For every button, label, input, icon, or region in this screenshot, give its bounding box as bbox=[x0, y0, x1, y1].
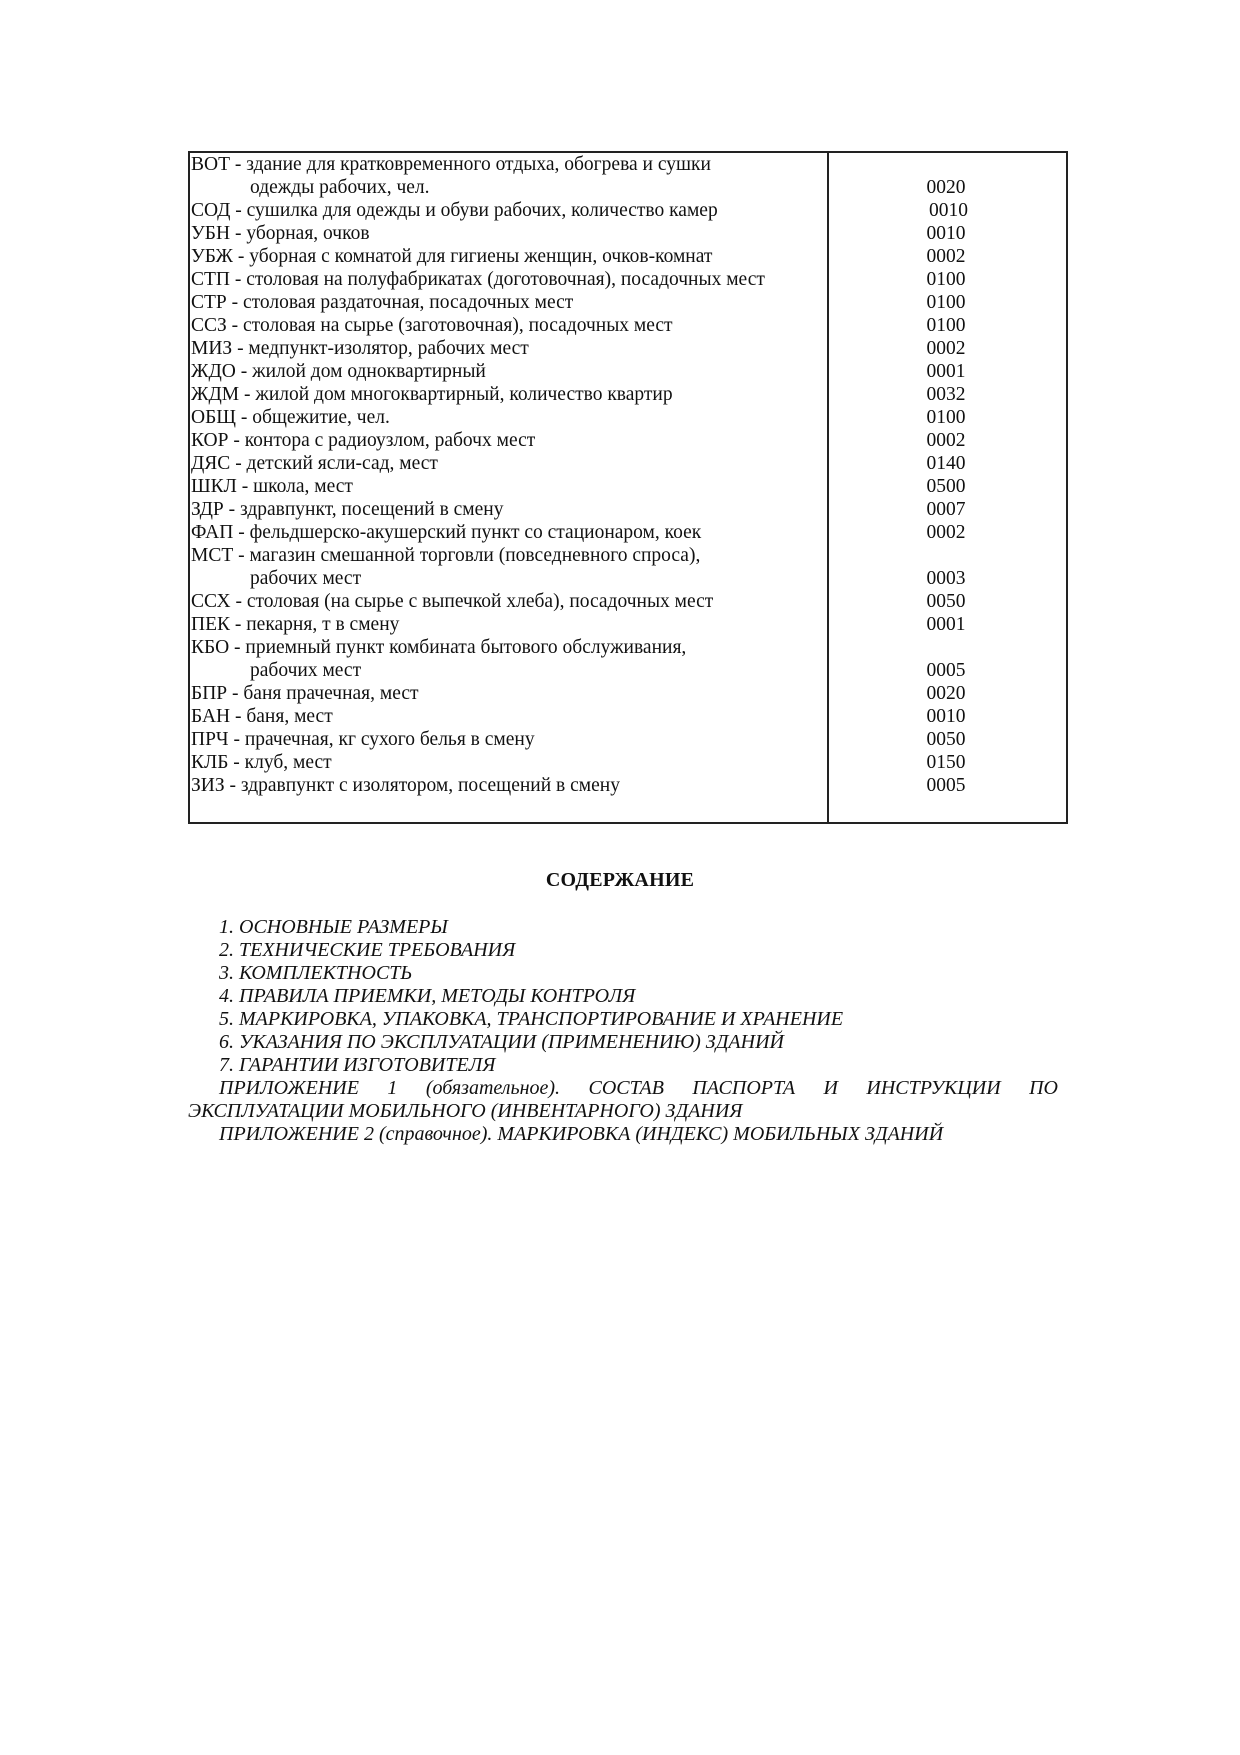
row-description-line: одежды рабочих, чел. bbox=[250, 177, 430, 198]
row-value: 0020 bbox=[926, 177, 966, 198]
row-description-line: ВОТ - здание для кратковременного отдыха, обогрева и сушки bbox=[191, 154, 711, 175]
row-value: 0002 bbox=[926, 338, 966, 359]
toc-appendix-2: ПРИЛОЖЕНИЕ 2 (справочное). МАРКИРОВКА (ИНДЕКС) МОБИЛЬНЫХ ЗДАНИЙ bbox=[219, 1123, 944, 1145]
table-row bbox=[190, 153, 1066, 199]
table-of-contents bbox=[188, 916, 1058, 1146]
table-row bbox=[190, 544, 1066, 590]
row-value: 0032 bbox=[926, 384, 966, 405]
row-description-line: рабочих мест bbox=[250, 568, 362, 589]
row-description-line: ЖДМ - жилой дом многоквартирный, количество квартир bbox=[191, 384, 673, 405]
toc-appendix-1-line-2: ЭКСПЛУАТАЦИИ МОБИЛЬНОГО (ИНВЕНТАРНОГО) ЗДАНИЯ bbox=[188, 1100, 743, 1122]
table-row bbox=[190, 222, 1066, 245]
row-value: 0010 bbox=[924, 200, 968, 221]
row-description-line: БПР - баня прачечная, мест bbox=[191, 683, 419, 704]
toc-item: 2. ТЕХНИЧЕСКИЕ ТРЕБОВАНИЯ bbox=[219, 939, 516, 961]
row-value: 0010 bbox=[926, 706, 966, 727]
table-row bbox=[190, 245, 1066, 268]
row-description-line: СТР - столовая раздаточная, посадочных мест bbox=[191, 292, 574, 313]
contents-title: СОДЕРЖАНИЕ bbox=[545, 869, 695, 891]
row-value: 0020 bbox=[926, 683, 966, 704]
row-value: 0100 bbox=[926, 407, 966, 428]
table-row bbox=[190, 613, 1066, 636]
row-value: 0150 bbox=[926, 752, 966, 773]
table-row bbox=[190, 337, 1066, 360]
table-row bbox=[190, 682, 1066, 705]
toc-item: 7. ГАРАНТИИ ИЗГОТОВИТЕЛЯ bbox=[219, 1054, 496, 1076]
row-description-line: ФАП - фельдшерско-акушерский пункт со стационаром, коек bbox=[191, 522, 702, 543]
table-row bbox=[190, 590, 1066, 613]
table-row bbox=[190, 521, 1066, 544]
toc-appendix-1-line-1: ПРИЛОЖЕНИЕ 1 (обязательное). СОСТАВ ПАСПОРТА И ИНСТРУКЦИИ ПО bbox=[219, 1077, 1058, 1099]
row-value: 0003 bbox=[926, 568, 966, 589]
row-description-line: ПРЧ - прачечная, кг сухого белья в смену bbox=[191, 729, 535, 750]
table-row bbox=[190, 636, 1066, 682]
row-description-line: МСТ - магазин смешанной торговли (повседневного спроса), bbox=[191, 545, 701, 566]
table-row bbox=[190, 360, 1066, 383]
row-description-line: ПЕК - пекарня, т в смену bbox=[191, 614, 400, 635]
row-value: 0050 bbox=[926, 729, 966, 750]
table-row bbox=[190, 728, 1066, 751]
row-description-line: КОР - контора с радиоузлом, рабочх мест bbox=[191, 430, 536, 451]
row-value: 0100 bbox=[926, 315, 966, 336]
table-row bbox=[190, 314, 1066, 337]
row-value: 0010 bbox=[926, 223, 966, 244]
row-value: 0500 bbox=[926, 476, 966, 497]
table-row bbox=[190, 406, 1066, 429]
row-description-line: рабочих мест bbox=[250, 660, 362, 681]
row-description-line: МИЗ - медпункт-изолятор, рабочих мест bbox=[191, 338, 529, 359]
row-value: 0005 bbox=[926, 775, 966, 796]
row-description-line: УБН - уборная, очков bbox=[191, 223, 370, 244]
table-row bbox=[190, 751, 1066, 774]
row-description-line: ШКЛ - школа, мест bbox=[191, 476, 353, 497]
toc-item: 5. МАРКИРОВКА, УПАКОВКА, ТРАНСПОРТИРОВАНИЕ И ХРАНЕНИЕ bbox=[219, 1008, 844, 1030]
row-value: 0100 bbox=[926, 292, 966, 313]
row-value: 0005 bbox=[926, 660, 966, 681]
row-value: 0140 bbox=[926, 453, 966, 474]
table-row bbox=[190, 199, 1066, 222]
table-row bbox=[190, 429, 1066, 452]
row-value: 0002 bbox=[926, 246, 966, 267]
table-row bbox=[190, 774, 1066, 797]
table-rows bbox=[190, 153, 1066, 797]
row-value: 0001 bbox=[926, 361, 966, 382]
row-description-line: КЛБ - клуб, мест bbox=[191, 752, 332, 773]
table-row bbox=[190, 383, 1066, 406]
toc-appendix-1 bbox=[188, 1077, 1058, 1123]
table-row bbox=[190, 268, 1066, 291]
row-value: 0007 bbox=[926, 499, 966, 520]
row-description-line: ССЗ - столовая на сырье (заготовочная), посадочных мест bbox=[191, 315, 673, 336]
row-value: 0001 bbox=[926, 614, 966, 635]
row-description-line: ЖДО - жилой дом одноквартирный bbox=[191, 361, 486, 382]
row-value: 0050 bbox=[926, 591, 966, 612]
building-index-table bbox=[188, 151, 1068, 824]
toc-item: 3. КОМПЛЕКТНОСТЬ bbox=[219, 962, 413, 984]
row-description-line: ОБЩ - общежитие, чел. bbox=[191, 407, 390, 428]
table-row bbox=[190, 705, 1066, 728]
row-description-line: ССХ - столовая (на сырье с выпечкой хлеба), посадочных мест bbox=[191, 591, 714, 612]
toc-item: 4. ПРАВИЛА ПРИЕМКИ, МЕТОДЫ КОНТРОЛЯ bbox=[219, 985, 636, 1007]
row-description-line: СТП - столовая на полуфабрикатах (доготовочная), посадочных мест bbox=[191, 269, 765, 290]
row-value: 0002 bbox=[926, 522, 966, 543]
row-description-line: ЗДР - здравпункт, посещений в смену bbox=[191, 499, 504, 520]
table-row bbox=[190, 291, 1066, 314]
row-value: 0100 bbox=[926, 269, 966, 290]
row-description-line: БАН - баня, мест bbox=[191, 706, 333, 727]
row-description-line: КБО - приемный пункт комбината бытового обслуживания, bbox=[191, 637, 687, 658]
row-description-line: ДЯС - детский ясли-сад, мест bbox=[191, 453, 438, 474]
row-description-line: СОД - сушилка для одежды и обуви рабочих, количество камер bbox=[191, 200, 718, 221]
row-description-line: ЗИЗ - здравпункт с изолятором, посещений в смену bbox=[191, 775, 620, 796]
row-description-line: УБЖ - уборная с комнатой для гигиены женщин, очков-комнат bbox=[191, 246, 713, 267]
table-row bbox=[190, 475, 1066, 498]
toc-item: 6. УКАЗАНИЯ ПО ЭКСПЛУАТАЦИИ (ПРИМЕНЕНИЮ) ЗДАНИЙ bbox=[219, 1031, 784, 1053]
table-row bbox=[190, 452, 1066, 475]
toc-item: 1. ОСНОВНЫЕ РАЗМЕРЫ bbox=[219, 916, 448, 938]
table-row bbox=[190, 498, 1066, 521]
row-value: 0002 bbox=[926, 430, 966, 451]
